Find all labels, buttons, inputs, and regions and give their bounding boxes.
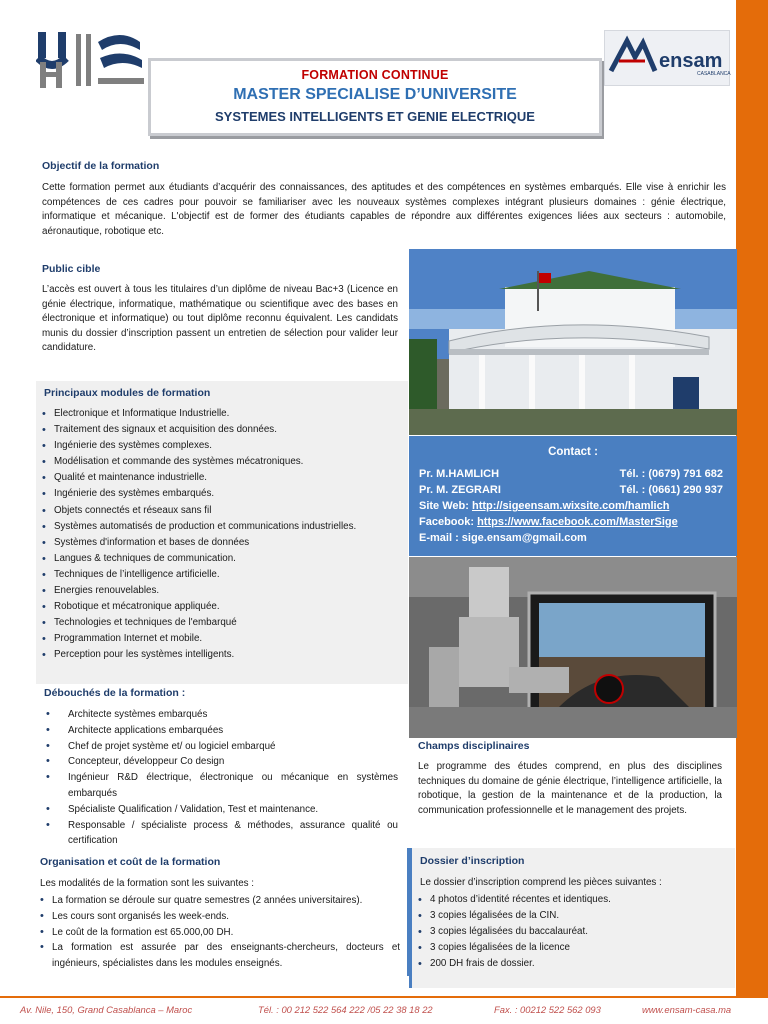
formation-continue-label: FORMATION CONTINUE [301,68,449,82]
list-item: • Ingénierie des systèmes complexes. [42,438,396,454]
list-item: • Les cours sont organisés les week-ends. [40,909,400,925]
public-text: L’accès est ouvert à tous les titulaires d’un diplôme de niveau Bac+3 (Licence en génie électrique, informatique, mathématique ou scientifique avec des bases en électronique et informatique) ou tout diplôme reconnu équivalent. Les candidats munis du dossier d’inscription passent un entretien de sélection pour valider leur candidature. [42,284,398,354]
contact-phone-1: Tél. : (0679) 791 682 [619,468,723,480]
modules-heading: Principaux modules de formation [44,387,211,399]
contact-phone-2: Tél. : (0661) 290 937 [619,484,723,496]
facebook-label: Facebook: [419,516,478,528]
list-item: • La formation est assurée par des enseignants-chercheurs, docteurs et ingénieurs, spécialistes dans les modules enseignés. [40,940,400,972]
master-title: MASTER SPECIALISE D’UNIVERSITE [233,86,517,103]
list-item: • Electronique et Informatique Industrielle. [42,406,396,422]
program-title: SYSTEMES INTELLIGENTS ET GENIE ELECTRIQUE [215,109,535,124]
list-item: • Perception pour les systèmes intelligents. [42,647,396,663]
list-item: • Concepteur, développeur Co design [42,754,398,770]
robot-driving-photo [409,557,737,738]
organisation-heading: Organisation et coût de la formation [40,856,221,868]
list-item: • 4 photos d’identité récentes et identiques. [418,892,728,908]
contact-person-2: Pr. M. ZEGRARI [419,484,501,496]
contact-box [409,436,737,556]
email-text[interactable]: E-mail : sige.ensam@gmail.com [419,532,587,544]
list-item: • Le coût de la formation est 65.000,00 DH. [40,925,400,941]
list-item: • 3 copies légalisées de la licence [418,940,728,956]
school-building-photo [409,249,737,435]
list-item: • 3 copies légalisées de la CIN. [418,908,728,924]
contact-person-1: Pr. M.HAMLICH [419,468,500,480]
footer [0,996,768,1024]
list-item: • Techniques de l’intelligence artificielle. [42,567,396,583]
champs-heading: Champs disciplinaires [418,740,530,752]
contact-title: Contact : [548,446,598,458]
footer-website[interactable]: www.ensam-casa.ma [642,1004,732,1015]
list-item: • La formation se déroule sur quatre semestres (2 années universitaires). [40,893,400,909]
list-item: • Spécialiste Qualification / Validation, Test et maintenance. [42,802,398,818]
list-item: • 200 DH frais de dossier. [418,956,728,972]
contact-row-web [419,500,727,516]
ensam-logo-subtext: CASABLANCA [697,71,731,77]
list-item: • Ingénierie des systèmes embarqués. [42,486,396,502]
dossier-list [418,892,728,972]
organisation-list [40,893,400,972]
objectif-text: Cette formation permet aux étudiants d’acquérir des connaissances, des aptitudes et des compétences en systèmes embarqués. Elle vise à enrichir les compétences de ces cadres pour pouvoir se familiariser avec les nouveaux systèmes complexes intégrant plusieurs domaines : génie électrique, informatique et mécanique. L'objectif est de former des étudiants capables de répondre aux différentes exigences liées aux secteurs : automobile, aéronautique, robotique etc. [42,182,726,237]
champs-text: Le programme des études comprend, en plus des disciplines techniques du domaine de génie électrique, l’intelligence artificielle, la robotique, la gestion de la maintenance et de la production, la communication professionnelle et le management des projets. [418,761,722,816]
contact-row-2 [419,484,727,500]
list-item: • Langues & techniques de communication. [42,551,396,567]
ensam-logo-text: ensam [659,50,723,72]
list-item: • Robotique et mécatronique appliquée. [42,599,396,615]
title-box [148,58,602,136]
debouches-list [42,707,398,849]
list-item: • Architecte systèmes embarqués [42,707,398,723]
dossier-intro: Le dossier d’inscription comprend les pièces suivantes : [420,877,662,888]
contact-row-email [419,532,727,548]
list-item: • 3 copies légalisées du baccalauréat. [418,924,728,940]
objectif-heading: Objectif de la formation [42,160,160,172]
contact-row-1 [419,468,727,484]
university-logo [36,28,148,90]
list-item: • Traitement des signaux et acquisition des données. [42,422,396,438]
list-item: • Modélisation et commande des systèmes mécatroniques. [42,454,396,470]
contact-row-facebook [419,516,727,532]
list-item: • Architecte applications embarquées [42,723,398,739]
modules-list [42,406,396,664]
website-link[interactable]: http://sigeensam.wixsite.com/hamlich [471,500,670,512]
list-item: • Energies renouvelables. [42,583,396,599]
list-item: • Systèmes automatisés de production et communications industrielles. [42,519,396,535]
facebook-link[interactable]: https://www.facebook.com/MasterSige [477,516,678,528]
list-item: • Technologies et techniques de l'embarqué [42,615,396,631]
list-item: • Systèmes d'information et bases de données [42,535,396,551]
footer-phone: Tél. : 00 212 522 564 222 /05 22 38 18 22 [258,1004,433,1015]
debouches-heading: Débouchés de la formation : [44,687,186,699]
orange-side-bar [736,0,768,1024]
footer-fax: Fax. : 00212 522 562 093 [494,1004,601,1015]
dossier-heading: Dossier d’inscription [420,855,525,867]
website-label: Site Web: [419,500,472,512]
list-item: • Objets connectés et réseaux sans fil [42,503,396,519]
footer-address: Av. Nile, 150, Grand Casablanca – Maroc [20,1004,193,1015]
list-item: • Responsable / spécialiste process & méthodes, assurance qualité ou certification [42,818,398,850]
list-item: • Chef de projet système et/ ou logiciel embarqué [42,739,398,755]
list-item: • Qualité et maintenance industrielle. [42,470,396,486]
organisation-intro: Les modalités de la formation sont les suivantes : [40,878,255,889]
list-item: • Programmation Internet et mobile. [42,631,396,647]
ensam-logo [604,30,730,86]
public-heading: Public cible [42,263,101,275]
list-item: • Ingénieur R&D électrique, électronique ou mécanique en systèmes embarqués [42,770,398,802]
